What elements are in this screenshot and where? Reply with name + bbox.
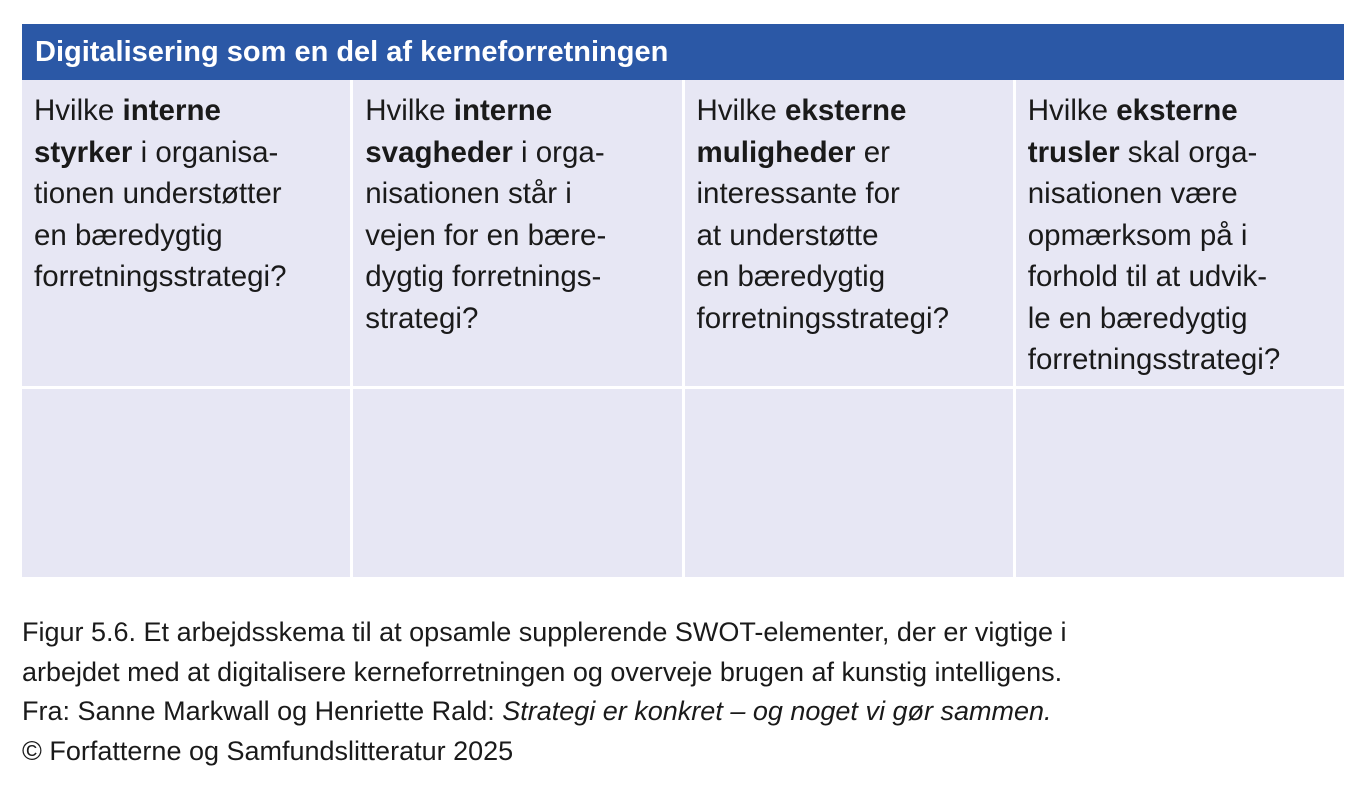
caption-source-prefix: Fra: Sanne Markwall og Henriette Rald:	[22, 696, 503, 726]
question-text: nisationen står i	[365, 177, 572, 210]
question-line	[1028, 256, 1334, 298]
question-keyword: styrker	[34, 135, 133, 169]
question-text: tionen understøtter	[34, 177, 282, 210]
question-keyword: interne	[122, 94, 221, 127]
question-keyword: eksterne	[785, 94, 907, 127]
caption-copyright: © Forfatterne og Samfundslitteratur 2025	[22, 735, 514, 766]
caption-line: arbejdet med at digitalisere kerneforretningen og overveje brugen af kunstig intelligens.	[22, 656, 1063, 687]
question-line	[697, 132, 1003, 174]
table-header: Digitalisering som en del af kerneforretningen	[22, 24, 1344, 80]
question-text: interessante for	[696, 177, 900, 210]
question-cell-opportunities	[685, 80, 1013, 386]
question-line	[365, 215, 671, 257]
question-line	[34, 256, 340, 298]
question-text: i organisa-	[132, 135, 279, 169]
question-line	[34, 90, 340, 132]
question-line	[365, 298, 671, 340]
question-line	[697, 173, 1003, 215]
question-line	[1028, 90, 1334, 132]
question-text: i orga-	[512, 135, 605, 169]
question-cell-threats	[1016, 80, 1344, 386]
question-text: at understøtte	[696, 218, 879, 252]
caption-book-title: Strategi er konkret – og noget vi gør sammen.	[502, 696, 1052, 726]
question-line	[697, 298, 1003, 340]
question-text: forhold til at udvik-	[1027, 260, 1268, 293]
question-line	[1028, 339, 1334, 381]
question-keyword: eksterne	[1116, 94, 1238, 127]
question-text: forretningsstrategi?	[1027, 343, 1281, 376]
question-text: vejen for en bære-	[365, 218, 607, 252]
question-keyword: svagheder	[365, 135, 513, 169]
question-text: le en bæredygtig	[1027, 301, 1248, 335]
question-row	[22, 80, 1344, 386]
caption-line: Figur 5.6. Et arbejdsskema til at opsamle supplerende SWOT-elementer, der er vigtige i	[22, 617, 1067, 647]
answer-row	[22, 389, 1344, 577]
question-line	[34, 173, 340, 215]
question-line	[365, 90, 671, 132]
question-text: Hvilke	[1027, 94, 1117, 127]
question-line	[697, 256, 1003, 298]
question-text: strategi?	[365, 301, 479, 335]
question-text: forretningsstrategi?	[696, 301, 950, 335]
question-line	[365, 173, 671, 215]
question-cell-strengths	[22, 80, 350, 386]
question-line	[1028, 173, 1334, 215]
question-text: en bæredygtig	[34, 218, 223, 252]
question-line	[1028, 215, 1334, 257]
question-text: Hvilke	[365, 94, 454, 127]
question-line	[365, 256, 671, 298]
caption-source-line	[22, 692, 1342, 732]
question-line	[1028, 132, 1334, 174]
question-text: Hvilke	[696, 94, 786, 127]
swot-worksheet-table	[22, 24, 1344, 577]
answer-cell-threats	[1016, 389, 1344, 577]
question-line	[34, 215, 340, 257]
question-text: en bæredygtig	[696, 260, 886, 293]
question-text: Hvilke	[34, 94, 123, 127]
question-keyword: muligheder	[696, 135, 856, 169]
question-text: dygtig forretnings-	[365, 260, 602, 293]
question-line	[1028, 298, 1334, 340]
question-text: skal orga-	[1119, 135, 1258, 169]
question-line	[697, 90, 1003, 132]
question-text: nisationen være	[1027, 177, 1238, 210]
question-line	[34, 132, 340, 174]
question-line	[697, 215, 1003, 257]
question-text: forretningsstrategi?	[34, 260, 287, 293]
answer-cell-strengths	[22, 389, 350, 577]
answer-cell-opportunities	[685, 389, 1013, 577]
question-text: opmærksom på i	[1027, 218, 1248, 252]
question-text: er	[855, 135, 890, 169]
question-cell-weaknesses	[353, 80, 681, 386]
figure-caption	[22, 613, 1342, 771]
question-line	[365, 132, 671, 174]
question-keyword: trusler	[1027, 135, 1120, 169]
answer-cell-weaknesses	[353, 389, 681, 577]
question-keyword: interne	[453, 94, 553, 127]
